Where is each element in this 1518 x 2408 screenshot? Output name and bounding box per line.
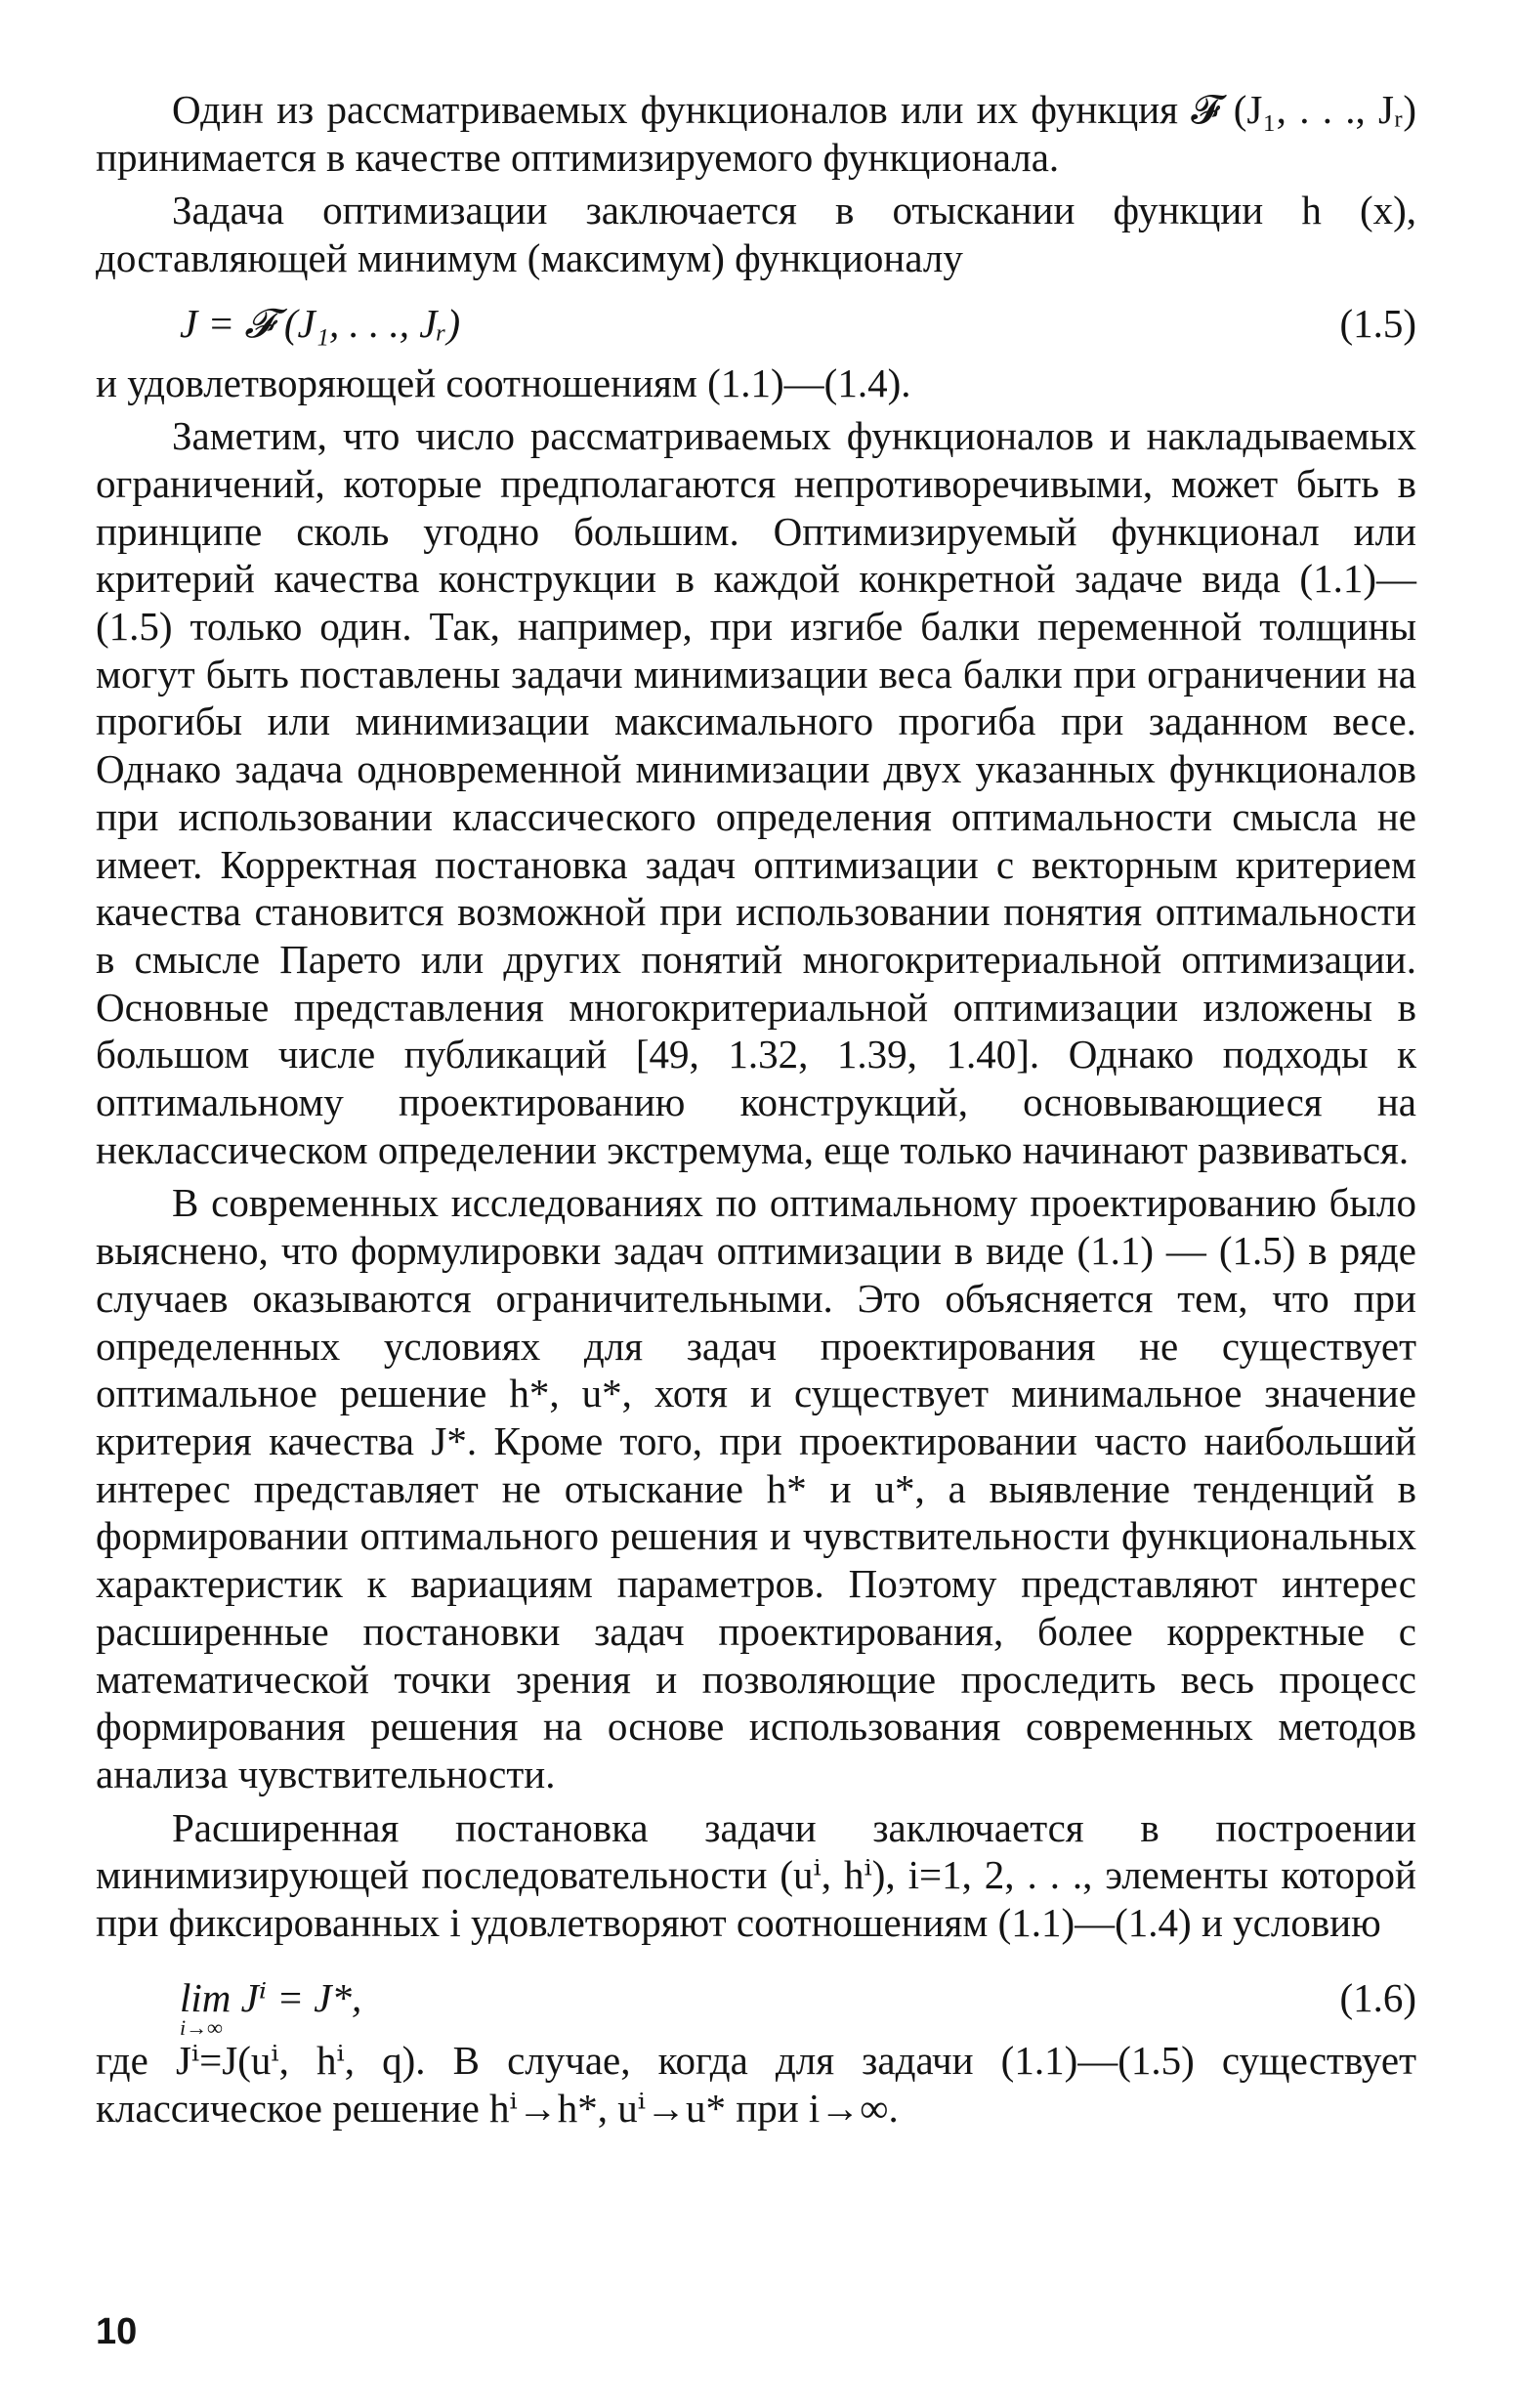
equation-1-6 — [96, 1974, 1416, 2040]
paragraph: Расширенная постановка задачи заключается в построении минимизирующей последовательности (uⁱ, hⁱ), i=1, 2, . . ., элементы которой при фиксированных i удовлетворяют соотношениям (1.1)—(1.4) и условию — [96, 1804, 1416, 1946]
paragraph: Один из рассматриваемых функционалов или их функция 𝓕 (J₁, . . ., Jᵣ) принимается в качестве оптимизируемого функционала. — [96, 87, 1416, 180]
equation-1-5 — [96, 300, 1416, 348]
page-number: 10 — [96, 2311, 138, 2352]
equation-number: (1.5) — [1339, 300, 1416, 346]
limit-subscript: i→∞ — [180, 2014, 223, 2040]
equation-number: (1.6) — [1339, 1974, 1416, 2020]
paragraph: Задача оптимизации заключается в отыскании функции h (x), доставляющей минимум (максимум) функционалу — [96, 188, 1416, 281]
equation-formula — [180, 1974, 362, 2040]
paragraph: Заметим, что число рассматриваемых функционалов и накладываемых ограничений, которые предполагаются непротиворечивыми, может быть в принципе сколь угодно большим. Оптимизируемый функционал или критерий качества конструкции в каждой конкретной задаче вида (1.1)—(1.5) только один. Так, например, при изгибе балки переменной толщины могут быть поставлены задачи минимизации веса балки при ограничении на прогибы или минимизации максимального прогиба при заданном весе. Однако задача одновременной минимизации двух указанных функционалов при использовании классического определения оптимальности смысла не имеет. Корректная постановка задач оптимизации с векторным критерием качества становится возможной при использовании понятия оптимальности в смысле Парето или других понятий многокритериальной оптимизации. Основные представления многокритериальной оптимизации изложены в большом числе публикаций [49, 1.32, 1.39, 1.40]. Однако подходы к оптимальному проектированию конструкций, основывающиеся на неклассическом определении экстремума, еще только начинают развиваться. — [96, 413, 1416, 1172]
limit-expression: lim Jⁱ = J*, — [180, 1974, 362, 2020]
paragraph: В современных исследованиях по оптимальному проектированию было выяснено, что формулировки задач оптимизации в виде (1.1) — (1.5) в ряде случаев оказываются ограничительными. Это объясняется тем, что при определенных условиях для задач проектирования не существует оптимальное решение h*, u*, хотя и существует минимальное значение критерия качества J*. Кроме того, при проектировании часто наибольший интерес представляет не отыскание h* и u*, а выявление тенденций в формировании оптимального решения и чувствительности функциональных характеристик к вариациям параметров. Поэтому представляют интерес расширенные постановки задач проектирования, более корректные с математической точки зрения и позволяющие проследить весь процесс формирования решения на основе использования современных методов анализа чувствительности. — [96, 1180, 1416, 1796]
paragraph: где Jⁱ=J(uⁱ, hⁱ, q). В случае, когда для задачи (1.1)—(1.5) существует классическое решение hⁱ→h*, uⁱ→u* при i→∞. — [96, 2038, 1416, 2132]
paragraph: и удовлетворяющей соотношениям (1.1)—(1.4). — [96, 359, 911, 405]
equation-formula: J = 𝓕 (J₁, . . ., Jᵣ) — [180, 300, 461, 346]
body-text — [96, 86, 1416, 2138]
